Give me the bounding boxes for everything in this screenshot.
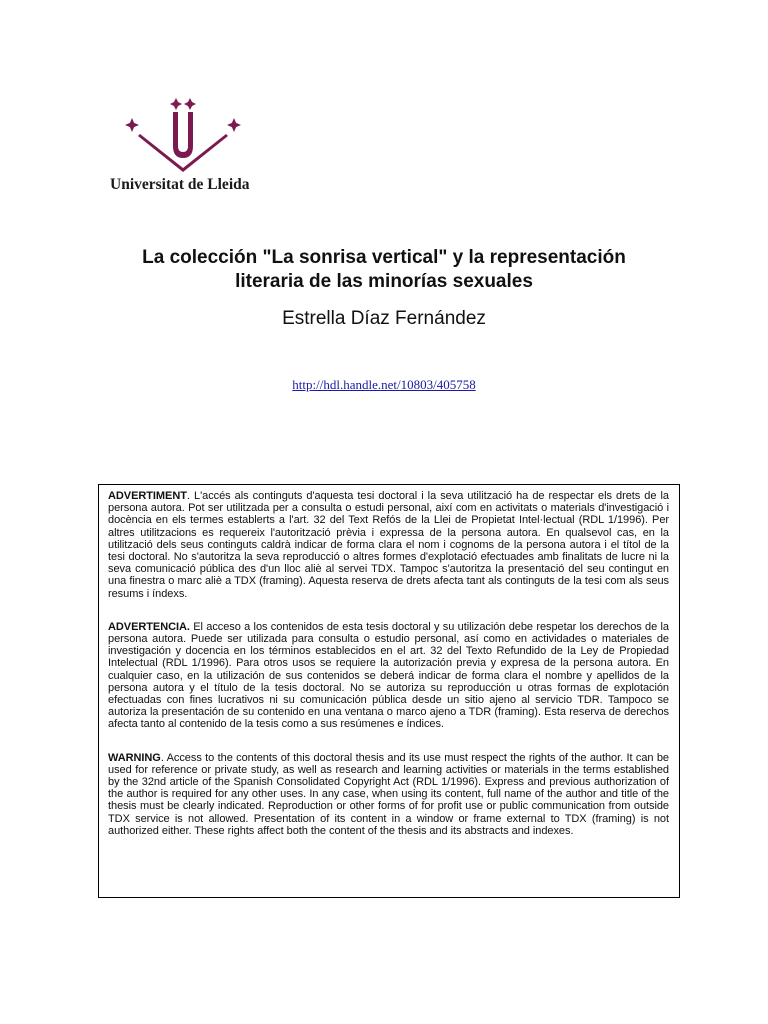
document-title <box>84 246 684 294</box>
notice-catalan: ADVERTIMENT. L'accés als continguts d'aquesta tesi doctoral i la seva utilització ha de respectar els drets de la persona autora. Pot ser utilitzada per a consulta o estudi personal, així com en activitats o materials d'investigació i docència en els termes establerts a l'art. 32 del Text Refós de la Llei de Propietat Intel·lectual (RDL 1/1996). Per altres utilitzacions es requereix l'autorització prèvia i expressa de la persona autora. En qualsevol cas, en la utilització dels seus continguts caldrà indicar de forma clara el nom i cognoms de la persona autora i el títol de la tesi doctoral. No s'autoritza la seva reproducció o altres formes d'explotació efectuades amb finalitats de lucre ni la seva comunicació pública des d'un lloc aliè al servei TDX. Tampoc s'autoritza la presentació del seu contingut en una finestra o marc aliè a TDX (framing). Aquesta reserva de drets afecta tant als continguts de la tesi com als seus resums i índexs. <box>108 490 669 600</box>
title-line-1: La colección "La sonrisa vertical" y la representación <box>142 247 626 268</box>
notice-heading: ADVERTENCIA. <box>108 620 190 633</box>
document-author: Estrella Díaz Fernández <box>282 308 486 329</box>
university-logo <box>104 96 264 196</box>
handle-link-container <box>84 377 684 393</box>
universitat-de-lleida-emblem-icon <box>118 96 248 176</box>
notice-spanish <box>108 621 669 731</box>
copyright-notice-box <box>98 484 680 898</box>
notice-text: Access to the contents of this doctoral thesis and its use must respect the rights of the author. It can be used for reference or private study, as well as research and learning activities or materials in the terms established by the 32nd article of the Spanish Consolidated Copyright Act (RDL 1/1996). Express and previous authorization of the author is required for any other uses. In any case, when using its content, full name of the author and title of the thesis must be clearly indicated. Reproduction or other forms of for profit use or public communication from outside TDX service is not allowed. Presentation of its content in a window or frame external to TDX (framing) is not authorized either. These rights affect both the content of the thesis and its abstracts and indexes. <box>108 751 669 837</box>
university-name: Universitat de Lleida <box>110 176 250 193</box>
notice-text: El acceso a los contenidos de esta tesis doctoral y su utilización debe respetar los derechos de la persona autora. Puede ser utilizada para consulta o estudio personal, así como en actividades o materiales de investigación y docencia en los términos establecidos en el art. 32 del Texto Refundido de la Ley de Propiedad Intelectual (RDL 1/1996). Para otros usos se requiere la autorización previa y expresa de la persona autora. En cualquier caso, en la utilización de sus contenidos se deberá indicar de forma clara el nombre y apellidos de la persona autora y el título de la tesis doctoral. No se autoriza su reproducción u otras formas de explotación efectuadas con fines lucrativos ni su comunicación pública desde un sitio ajeno al servicio TDR. Tampoco se autoriza la presentación de su contenido en una ventana o marco ajeno a TDR (framing). Esta reserva de derechos afecta tanto al contenido de la tesis como a sus resúmenes e índices. <box>108 620 669 731</box>
notice-text: L'accés als continguts d'aquesta tesi doctoral i la seva utilització ha de respectar els drets de la persona autora. Pot ser utilitzada per a consulta o estudi personal, així com en activitats o materials d'investigació i docència en els termes establerts a l'art. 32 del Text Refós de la Llei de Propietat Intel·lectual (RDL 1/1996). Per altres utilitzacions es requereix l'autorització prèvia i expressa de la persona autora. En qualsevol cas, en la utilització dels seus continguts caldrà indicar de forma clara el nom i cognoms de la persona autora i el títol de la tesi doctoral. No s'autoritza la seva reproducció o altres formes d'explotació efectuades amb finalitats de lucre ni la seva comunicació pública des d'un lloc aliè al servei TDX. Tampoc s'autoritza la presentació del seu contingut en una finestra o marc aliè a TDX (framing). Aquesta reserva de drets afecta tant als continguts de la tesi com als seus resums i índexs. <box>108 490 669 600</box>
handle-link[interactable]: http://hdl.handle.net/10803/405758 <box>292 377 476 392</box>
notice-heading: ADVERTIMENT <box>108 490 187 502</box>
notice-heading: WARNING <box>108 751 161 764</box>
notice-english: WARNING. Access to the contents of this doctoral thesis and its use must respect the rights of the author. It can be used for reference or private study, as well as research and learning activities or materials in the terms established by the 32nd article of the Spanish Consolidated Copyright Act (RDL 1/1996). Express and previous authorization of the author is required for any other uses. In any case, when using its content, full name of the author and title of the thesis must be clearly indicated. Reproduction or other forms of for profit use or public communication from outside TDX service is not allowed. Presentation of its content in a window or frame external to TDX (framing) is not authorized either. These rights affect both the content of the thesis and its abstracts and indexes. <box>108 751 669 837</box>
title-line-2: literaria de las minorías sexuales <box>235 271 533 292</box>
